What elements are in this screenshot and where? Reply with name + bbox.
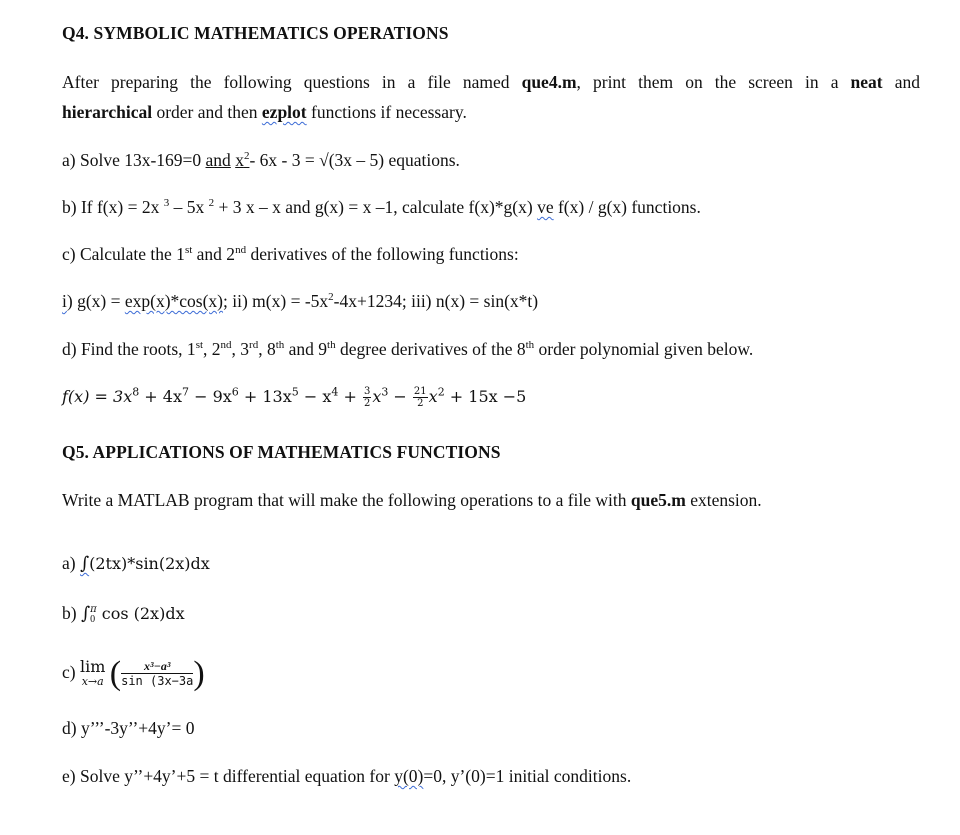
- superscript: th: [327, 339, 336, 352]
- exponent: 4: [331, 385, 339, 399]
- polynomial-equation: [62, 386, 920, 409]
- superscript: th: [525, 339, 535, 352]
- lim-subscript: x→a: [81, 674, 104, 688]
- q4-item-c-functions: [62, 290, 920, 312]
- text: , 8: [258, 339, 276, 359]
- math-text: (2tx)*sin(2x)dx: [89, 554, 210, 573]
- bold-word: neat: [850, 72, 883, 92]
- superscript: th: [275, 339, 285, 352]
- text: f(x) / g(x) functions.: [553, 197, 701, 217]
- superscript: nd: [220, 339, 232, 352]
- text: Write a MATLAB program that will make the following operations to a file with: [62, 490, 631, 510]
- math-text: + 15x −5: [444, 387, 527, 406]
- text: After preparing the following questions in a file named: [62, 72, 522, 92]
- q4-item-b: [62, 196, 920, 218]
- q5-intro: [62, 489, 920, 511]
- right-paren: ): [193, 654, 205, 692]
- fraction: [363, 386, 371, 409]
- text: , 3: [231, 339, 250, 359]
- math-text: x: [428, 387, 438, 406]
- superscript: rd: [249, 339, 259, 352]
- text: =0, y’(0)=1 initial conditions.: [423, 766, 632, 786]
- text: -4x+1234; iii) n(x) = sin(x*t): [333, 291, 539, 311]
- math-text: cos (2x)dx: [96, 604, 185, 623]
- q5-item-e: [62, 765, 920, 787]
- q5-item-a: [62, 552, 920, 575]
- superscript: 2: [243, 150, 250, 163]
- fraction: [121, 659, 193, 688]
- math-text: + 4x: [139, 387, 182, 406]
- text: , print them on the screen in a: [576, 72, 851, 92]
- math-text: − 9x: [189, 387, 232, 406]
- q4-intro-line2: [62, 101, 920, 123]
- integral-icon: ∫: [79, 554, 90, 574]
- spellcheck-word: i: [62, 291, 67, 311]
- exponent: 5: [291, 385, 299, 399]
- integral-limits: [90, 605, 97, 625]
- limit: [79, 656, 106, 689]
- math-text: +: [338, 387, 362, 406]
- superscript: st: [184, 244, 193, 257]
- label: b): [62, 603, 81, 623]
- bold-word: hierarchical: [62, 102, 153, 122]
- text: b) If f(x) = 2x: [62, 197, 164, 217]
- exponent: 8: [132, 385, 140, 399]
- lim-text: lim: [79, 656, 106, 676]
- denominator: sin (3x−3a: [121, 674, 194, 689]
- spellcheck-word: exp(x)*cos(x): [124, 291, 224, 311]
- q5-heading: Q5. APPLICATIONS OF MATHEMATICS FUNCTIONS: [62, 442, 501, 462]
- text: c) Calculate the 1: [62, 244, 185, 264]
- text: , 2: [203, 339, 221, 359]
- left-paren: (: [109, 654, 122, 692]
- text: + 3 x – x and g(x) = x –1, calculate f(x)*g(x): [214, 197, 538, 217]
- q5-item-b: [62, 602, 920, 625]
- text: x: [235, 150, 244, 170]
- exponent: 2: [437, 385, 445, 399]
- text: functions if necessary.: [306, 102, 467, 122]
- filename: que5.m: [630, 490, 686, 510]
- underlined-term: [235, 150, 249, 170]
- spellcheck-word: y(0): [394, 766, 424, 786]
- text: and 9: [284, 339, 328, 359]
- superscript: st: [195, 339, 204, 352]
- superscript: 2: [328, 291, 334, 304]
- text: extension.: [685, 490, 762, 510]
- q5-item-c: [62, 652, 920, 692]
- math-text: + 13x: [238, 387, 292, 406]
- numerator: 21: [413, 386, 427, 397]
- text: d) Find the roots, 1: [62, 339, 196, 359]
- text: and 2: [192, 244, 236, 264]
- text: order and then: [152, 102, 262, 122]
- exponent: 7: [182, 385, 189, 399]
- label: a): [62, 553, 80, 573]
- superscript: 2: [208, 197, 215, 210]
- text: and: [882, 72, 920, 92]
- text: e) Solve y’’+4y’+5 = t differential equation for: [62, 766, 395, 786]
- superscript: 3: [163, 197, 170, 210]
- upper-limit: π: [90, 603, 97, 615]
- filename: que4.m: [521, 72, 577, 92]
- spellcheck-word: ve: [537, 197, 554, 217]
- exponent: 3: [381, 385, 389, 399]
- math-text: f(x) = 3x: [62, 387, 133, 406]
- q4-item-c: [62, 243, 920, 265]
- q5-item-d: d) y’’’-3y’’+4y’= 0: [62, 718, 195, 738]
- text: a) Solve 13x-169=0: [62, 150, 206, 170]
- text: ) g(x) =: [66, 291, 125, 311]
- math-text: −: [388, 387, 412, 406]
- underlined-text: and: [205, 150, 231, 170]
- q4-heading: Q4. SYMBOLIC MATHEMATICS OPERATIONS: [62, 23, 449, 43]
- text: derivatives of the following functions:: [246, 244, 519, 264]
- exponent: 6: [231, 385, 239, 399]
- numerator: x³−a³: [121, 659, 193, 674]
- math-text: − x: [298, 387, 332, 406]
- denominator: 2: [363, 398, 371, 409]
- text: degree derivatives of the 8: [335, 339, 526, 359]
- fraction: [413, 386, 428, 409]
- text: - 6x - 3 = √(3x – 5) equations.: [249, 150, 460, 170]
- math-text: x: [372, 387, 382, 406]
- lower-limit: 0: [90, 613, 96, 625]
- text: ; ii) m(x) = -5x: [223, 291, 329, 311]
- q4-intro-line1: [62, 71, 920, 93]
- q4-item-d: [62, 338, 920, 360]
- bold-word-spellcheck: ezplot: [261, 102, 307, 122]
- numerator: 3: [363, 386, 371, 397]
- text: order polynomial given below.: [534, 339, 754, 359]
- denominator: 2: [417, 398, 424, 409]
- text: – 5x: [169, 197, 209, 217]
- q4-item-a: [62, 149, 920, 171]
- label: c): [62, 662, 80, 682]
- integral-icon: ∫: [80, 604, 91, 624]
- superscript: nd: [235, 244, 247, 257]
